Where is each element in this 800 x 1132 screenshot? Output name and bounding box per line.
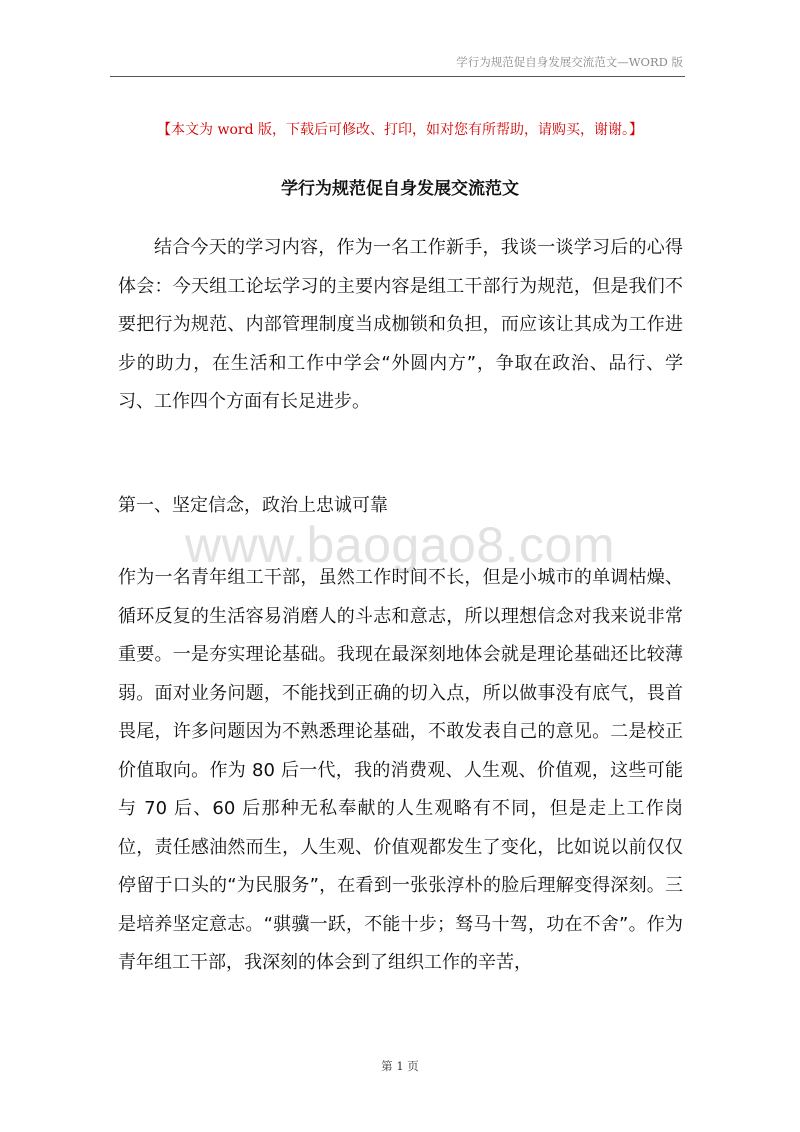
document-title: 学行为规范促自身发展交流范文 — [281, 179, 519, 199]
section-body-paragraph: 作为一名青年组工干部，虽然工作时间不长，但是小城市的单调枯燥、循环反复的生活容易消磨人的斗志和意志，所以理想信念对我来说非常重要。一是夯实理论基础。我现在最深刻地体会就是理论基础还比较薄弱。面对业务问题，不能找到正确的切入点，所以做事没有底气，畏首畏尾，许多问题因为不熟悉理论基础，不敢发表自己的意见。二是校正价值取向。作为 80 后一代，我的消费观、人生观、价值观，这些可能与 70 后、60 后那种无私奉献的人生观略有不同，但是走上工作岗位，责任感油然而生，人生观、价值观都发生了变化，比如说以前仅仅停留于口头的“为民服务”，在看到一张张淳朴的脸后理解变得深刻。三是培养坚定意志。“骐骥一跃，不能十步；驽马十驾，功在不舍”。作为青年组工干部，我深刻的体会到了组织工作的辛苦， — [118, 567, 683, 973]
purchase-notice: 【本文为 word 版，下载后可修改、打印，如对您有所帮助，请购买，谢谢。】 — [157, 122, 643, 138]
section-heading: 第一、坚定信念，政治上忠诚可靠 — [118, 495, 388, 516]
page-header — [110, 50, 685, 77]
header-title: 学行为规范促自身发展交流范文—WORD 版 — [456, 55, 683, 69]
watermark: www.baogao8.com — [185, 517, 615, 573]
intro-paragraph: 结合今天的学习内容，作为一名工作新手，我谈一谈学习后的心得体会：今天组工论坛学习的主要内容是组工干部行为规范，但是我们不要把行为规范、内部管理制度当成枷锁和负担，而应该让其成为工作进步的助力，在生活和工作中学会“外圆内方”，争取在政治、品行、学习、工作四个方面有长足进步。 — [118, 237, 683, 412]
page-number: 第 1 页 — [381, 1059, 419, 1073]
